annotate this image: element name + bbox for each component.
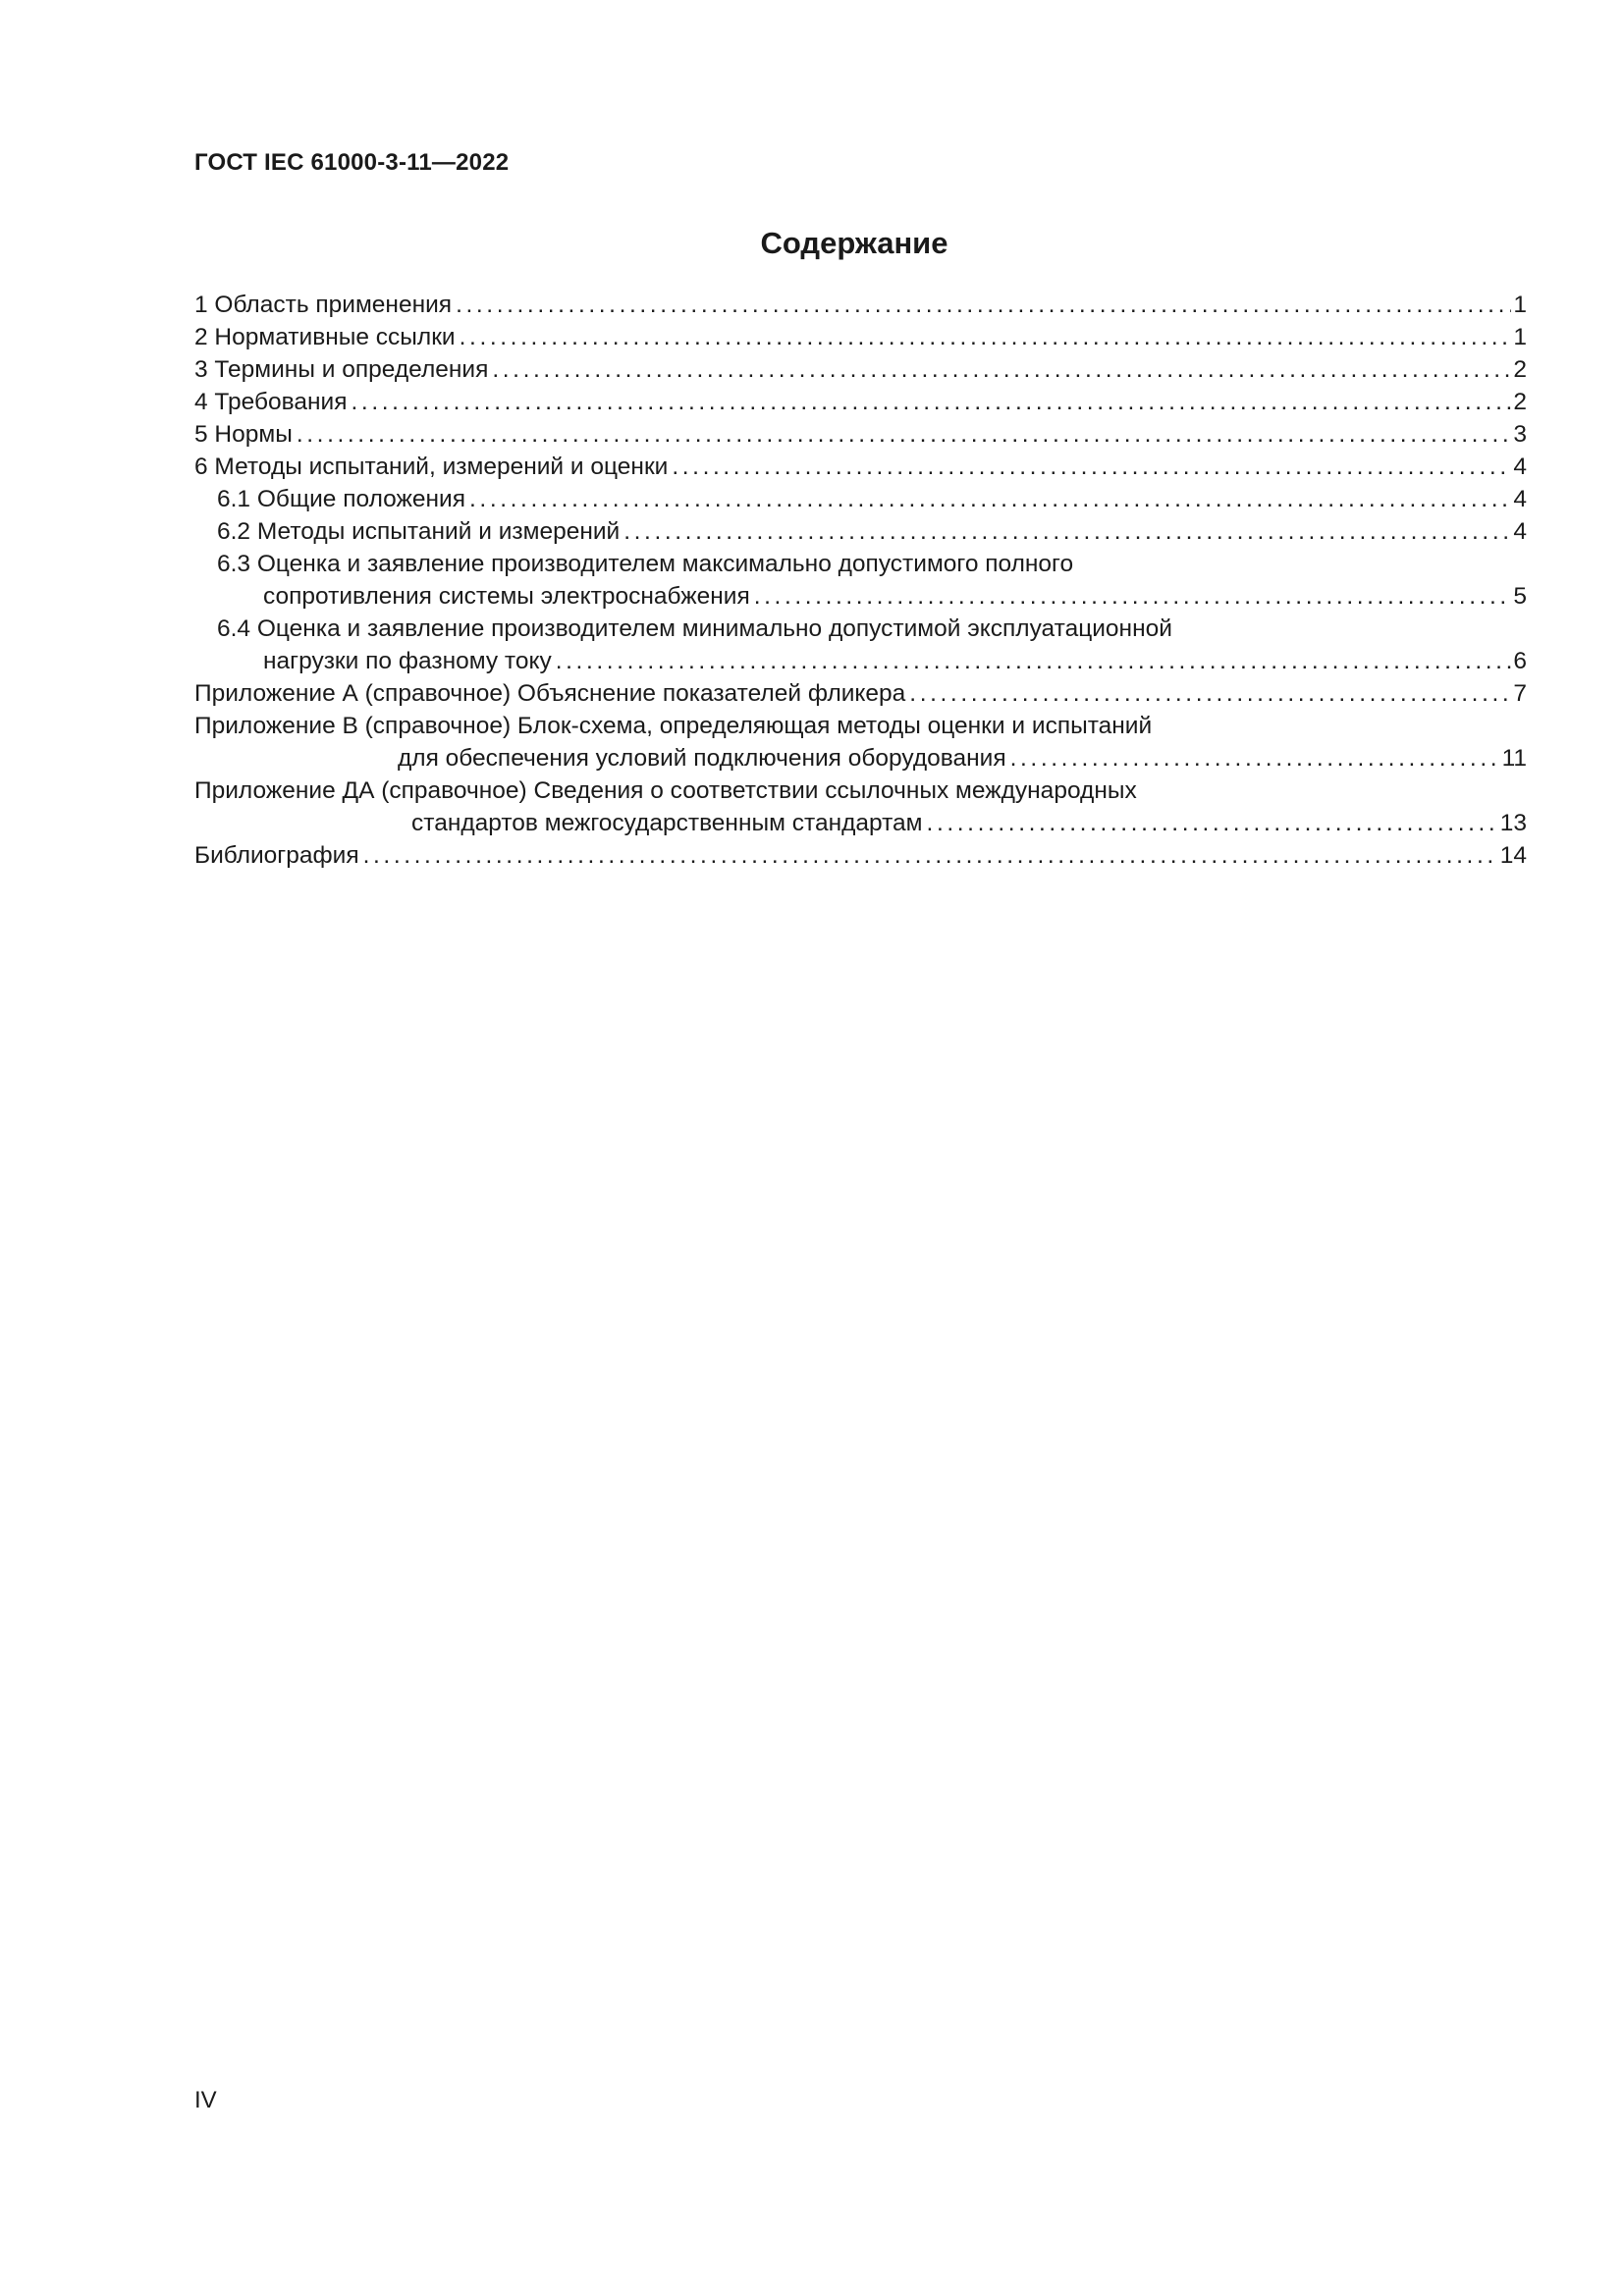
toc-entry-page: 13 xyxy=(1499,810,1527,836)
toc-leader-dots xyxy=(620,515,1511,548)
toc-entry-text: 4 Требования xyxy=(194,389,348,415)
toc-entry-appendix-b-line1[interactable] xyxy=(194,710,1527,742)
toc-entry-page: 3 xyxy=(1513,421,1527,448)
toc-entry-page: 14 xyxy=(1499,842,1527,869)
toc-entry-5[interactable] xyxy=(194,418,1527,451)
toc-leader-dots xyxy=(552,645,1512,677)
toc-entry-6-2[interactable] xyxy=(194,515,1527,548)
toc-entry-text: 6.2 Методы испытаний и измерений xyxy=(217,518,621,545)
toc-entry-appendix-b-line2[interactable] xyxy=(194,742,1527,774)
toc-entry-text: 1 Область применения xyxy=(194,292,453,318)
toc-entry-page: 7 xyxy=(1513,680,1527,707)
toc-entry-text: 6.1 Общие положения xyxy=(217,486,466,512)
toc-entry-4[interactable] xyxy=(194,386,1527,418)
toc-title: Содержание xyxy=(760,226,948,260)
toc-entry-text: 3 Термины и определения xyxy=(194,356,489,383)
toc-entry-bibliography[interactable] xyxy=(194,839,1527,872)
toc-leader-dots xyxy=(905,677,1511,710)
page-number: IV xyxy=(194,2087,217,2113)
toc-entry-text: Приложение ДА (справочное) Сведения о соответствии ссылочных международных xyxy=(194,777,1137,804)
toc-leader-dots xyxy=(465,483,1511,515)
toc-entry-text: стандартов межгосударственным стандартам xyxy=(411,810,923,836)
toc-entry-page: 2 xyxy=(1513,389,1527,415)
toc-entry-page: 2 xyxy=(1513,356,1527,383)
toc-entry-text: 2 Нормативные ссылки xyxy=(194,324,456,350)
toc-leader-dots xyxy=(488,353,1511,386)
toc-entry-appendix-da-line1[interactable] xyxy=(194,774,1527,807)
toc-entry-text: 5 Нормы xyxy=(194,421,293,448)
toc-entry-text: сопротивления системы электроснабжения xyxy=(263,583,750,610)
toc-entry-3[interactable] xyxy=(194,353,1527,386)
toc-leader-dots xyxy=(668,451,1511,483)
toc-entry-text: 6.3 Оценка и заявление производителем максимально допустимого полного xyxy=(217,551,1074,577)
toc-entry-page: 6 xyxy=(1513,648,1527,674)
toc-entry-text: Приложение А (справочное) Объяснение показателей фликера xyxy=(194,680,906,707)
toc-entry-1[interactable] xyxy=(194,289,1527,321)
toc-leader-dots xyxy=(923,807,1498,839)
toc-entry-page: 4 xyxy=(1513,454,1527,480)
toc-entry-2[interactable] xyxy=(194,321,1527,353)
toc-entry-6-3-line2[interactable] xyxy=(194,580,1527,613)
toc-entry-page: 1 xyxy=(1513,324,1527,350)
toc-entry-page: 4 xyxy=(1513,518,1527,545)
toc-entry-6-4-line1[interactable] xyxy=(194,613,1527,645)
toc-entry-page: 5 xyxy=(1513,583,1527,610)
toc-entry-page: 4 xyxy=(1513,486,1527,512)
document-header: ГОСТ IEC 61000-3-11—2022 xyxy=(194,149,510,176)
toc-entry-page: 1 xyxy=(1513,292,1527,318)
toc-entry-text: 6 Методы испытаний, измерений и оценки xyxy=(194,454,669,480)
toc-entry-appendix-a[interactable] xyxy=(194,677,1527,710)
table-of-contents xyxy=(194,289,1527,872)
toc-entry-6-3-line1[interactable] xyxy=(194,548,1527,580)
toc-leader-dots xyxy=(293,418,1512,451)
toc-entry-text: нагрузки по фазному току xyxy=(263,648,552,674)
toc-entry-text: 6.4 Оценка и заявление производителем минимально допустимой эксплуатационной xyxy=(217,615,1172,642)
toc-entry-6-1[interactable] xyxy=(194,483,1527,515)
toc-leader-dots xyxy=(452,289,1511,321)
toc-leader-dots xyxy=(1006,742,1500,774)
toc-leader-dots xyxy=(750,580,1512,613)
toc-leader-dots xyxy=(348,386,1512,418)
toc-entry-6[interactable] xyxy=(194,451,1527,483)
toc-leader-dots xyxy=(359,839,1498,872)
toc-entry-6-4-line2[interactable] xyxy=(194,645,1527,677)
toc-entry-appendix-da-line2[interactable] xyxy=(194,807,1527,839)
toc-entry-page: 11 xyxy=(1501,745,1527,772)
toc-entry-text: Библиография xyxy=(194,842,359,869)
toc-leader-dots xyxy=(456,321,1512,353)
toc-entry-text: Приложение В (справочное) Блок-схема, определяющая методы оценки и испытаний xyxy=(194,713,1153,739)
toc-entry-text: для обеспечения условий подключения оборудования xyxy=(398,745,1006,772)
